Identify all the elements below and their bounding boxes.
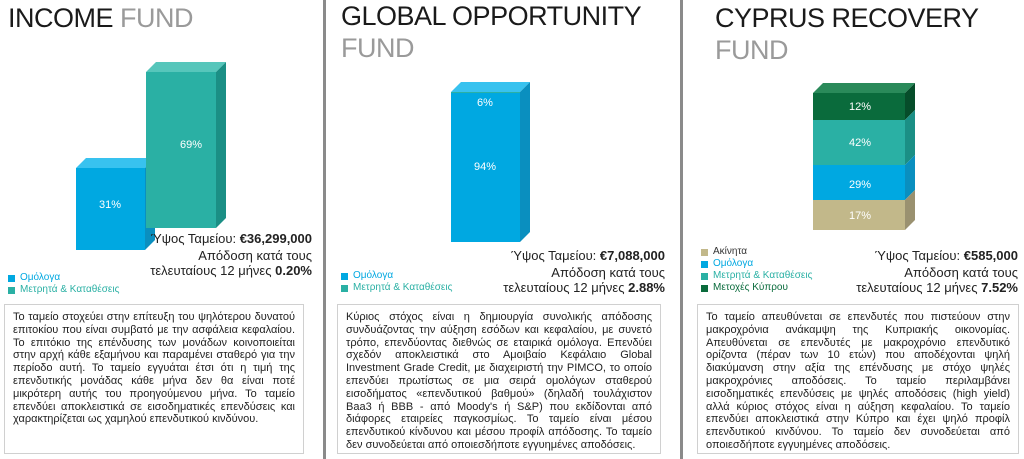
return-label-line2: τελευταίους 12 μήνες [150,263,272,278]
income-fund-panel [0,0,318,459]
chart-legend [341,270,452,294]
seg-label-real-estate: 17% [848,210,872,222]
fund-size-label: Ύψος Ταμείου: [874,248,961,263]
column-divider [323,0,326,459]
bar-label-cash: 69% [179,139,203,151]
return-label-line2: τελευταίους 12 μήνες [503,280,625,295]
stacked-bar [813,83,915,230]
legend-swatch [701,249,708,256]
legend-swatch [701,273,708,280]
legend-item-cash: Μετρητά & Καταθέσεις [8,284,119,296]
annual-return [503,265,665,295]
legend-swatch [8,275,15,282]
return-value: 7.52% [981,280,1018,295]
legend-item-real-estate: Ακίνητα [701,246,812,258]
return-value: 2.88% [628,280,665,295]
fund-title-primary: INCOME [8,3,113,33]
fund-description: Κύριος στόχος είναι η δημιουργία συνολικής απόδοσης συνδυάζοντας την αύξηση εσόδων και κεφαλαίου, με συνετό τρόπο, επενδύοντας διεθνώς σε εταιρικά ομόλογα. Επενδύει σχεδόν αποκλειστικά στο Αμοιβαίο Κεφάλαιο Global Investment Grade Credit, με διαχειριστή την PIMCO, το οποίο επενδύει πρωτίστως σε μια σειρά ομολόγων σταθερού εισοδήματος «επενδυτικού βαθμού» (δηλαδή τουλάχιστον Baa3 ή BBB - από Moody's ή S&P) που εκδίδονται από διάφορες εταιρείες παγκοσμίως. Το ταμείο είναι μέσου επενδυτικού κίνδυνου και μέσου προφίλ απόδοσης. Το ταμείο δεν συνοδεύεται από οποιεσδήποτε εγγυημένες αποδόσεις. [337,304,661,454]
return-label-line1: Απόδοση κατά τους [198,248,312,263]
annual-return [856,265,1018,295]
fund-size-value: €7,088,000 [599,248,665,263]
column-divider [680,0,683,459]
global-opportunity-chart [333,0,671,250]
bar-label-bonds: 94% [473,161,497,173]
stacked-bar [451,82,530,242]
fund-size-value: €36,299,000 [239,231,312,246]
annual-return [150,248,312,278]
bar-label-bonds: 31% [98,199,122,211]
seg-label-bonds: 29% [848,179,872,191]
return-value: 0.20% [275,263,312,278]
fund-title-primary: GLOBAL OPPORTUNITY [341,1,642,31]
seg-label-equities: 12% [848,101,872,113]
fund-title-secondary: FUND [341,33,414,63]
legend-item-bonds: Ομόλογα [8,272,119,284]
chart-legend [8,272,119,296]
legend-swatch [341,273,348,280]
return-label-line2: τελευταίους 12 μήνες [856,280,978,295]
legend-swatch [701,261,708,268]
legend-item-cash: Μετρητά & Καταθέσεις [341,282,452,294]
return-label-line1: Απόδοση κατά τους [551,265,665,280]
legend-item-cash: Μετρητά & Καταθέσεις [701,270,812,282]
return-label-line1: Απόδοση κατά τους [904,265,1018,280]
fund-size [151,231,312,246]
fund-size-label: Ύψος Ταμείου: [510,248,597,263]
fund-size-label: Ύψος Ταμείου: [150,231,237,246]
legend-swatch [701,285,708,292]
legend-item-cyprus-equities: Μετοχές Κύπρου [701,282,812,294]
bar-bonds [76,158,155,250]
fund-description: Το ταμείο απευθύνεται σε επενδυτές που πιστεύουν στην μακροχρόνια ανάκαμψη της Κυπριακής οικονομίας. Απευθύνεται σε επενδυτές με μακροχρόνιο επενδυτικό ορίζοντα (πέραν των 10 ετών) που αποδέχονται ψηλή διακύμανση στην αξία της επένδυσης με στόχο ψηλές μακροχρόνιες αποδόσεις. Το ταμείο περιλαμβάνει εισοδηματικές επενδύσεις με ψηλές αποδόσεις (high yield) αλλά κύριος στόχος είναι η αύξηση κεφαλαίου. Το ταμείο επενδύει αποκλειστικά στην Κύπρο και έχει ψηλό προφίλ επενδυτικού κινδύνου. Το ταμείο δεν συνοδεύεται από οποιεσδήποτε εγγυημένες αποδόσεις. [697,304,1019,454]
fund-size [875,248,1018,263]
legend-item-bonds: Ομόλογα [701,258,812,270]
fund-title-secondary: FUND [715,35,788,65]
fund-size-value: €585,000 [963,248,1018,263]
seg-label-cash: 42% [848,137,872,149]
cyprus-recovery-chart [693,0,1024,250]
fund-title-secondary: FUND [120,3,194,33]
income-fund-chart [0,0,318,250]
legend-item-bonds: Ομόλογα [341,270,452,282]
bar-cash-deposits [146,62,226,228]
bar-label-cash: 6% [477,97,493,109]
global-opportunity-fund-panel [333,0,671,459]
legend-swatch [341,285,348,292]
legend-swatch [8,287,15,294]
fund-size [511,248,665,263]
cyprus-recovery-fund-panel [693,0,1024,459]
fund-title-primary: CYPRUS RECOVERY [715,3,979,33]
fund-description: Το ταμείο στοχεύει στην επίτευξη του ψηλότερου δυνατού επιτοκίου που είναι συμβατό με την ασφάλεια κεφαλαίου. Το επιτόκιο της επένδυσης των μονάδων κοινοποιείται στην αρχή κάθε εξαμήνου και παραμένει σταθερό για την περίοδο αυτή. Το ταμείο εγγυάται έτσι ότι η τιμή της επενδυτικής μονάδας κάθε μήνα δεν θα είναι ποτέ μικρότερη αυτής του προηγούμενου μήνα. Το ταμείο επενδύει αποκλειστικά σε εισοδηματικές επενδύσεις και χαρακτηρίζεται ως χαμηλού επενδυτικού κινδύνου. [4,304,304,454]
chart-legend [701,246,812,294]
